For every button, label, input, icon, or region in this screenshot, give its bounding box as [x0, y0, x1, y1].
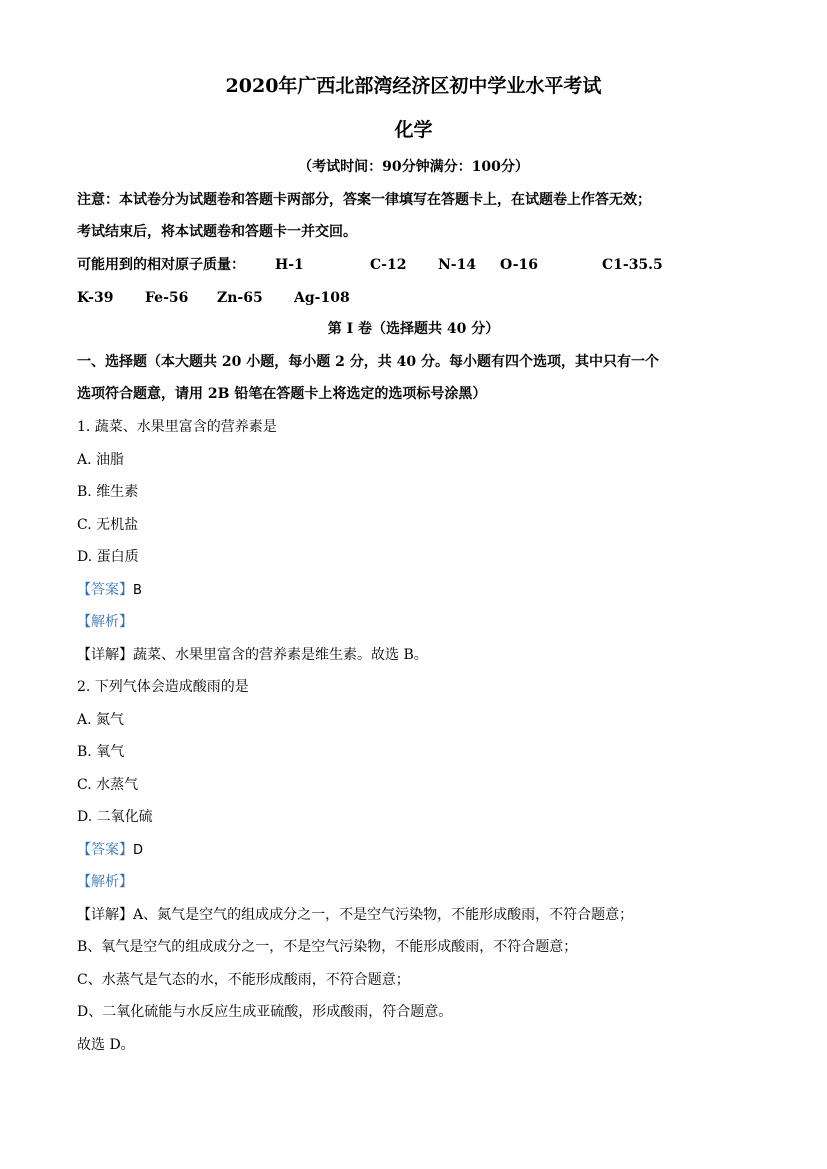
- answer-value: D: [133, 843, 144, 858]
- answer-value: B: [133, 583, 142, 598]
- atomic-mass-ag: Ag-108: [294, 290, 350, 306]
- question-1-option-a: A. 油脂: [77, 452, 125, 468]
- question-2-option-d: D. 二氧化硫: [77, 809, 153, 825]
- question-2-option-a: A. 氮气: [77, 712, 125, 728]
- exam-info: （考试时间：90分钟满分：100分）: [298, 159, 529, 175]
- atomic-mass-n: N-14: [438, 257, 477, 273]
- atomic-mass-h: H-1: [275, 257, 304, 273]
- page-title: 2020年广西北部湾经济区初中学业水平考试: [225, 75, 602, 97]
- question-2-detail-3: C、水蒸气是气态的水，不能形成酸雨，不符合题意；: [77, 972, 410, 988]
- question-2-analysis-tag: 【解析】: [77, 874, 133, 890]
- question-1-analysis-tag: 【解析】: [77, 614, 133, 630]
- question-2-option-c: C. 水蒸气: [77, 777, 139, 793]
- atomic-mass-o: O-16: [500, 257, 539, 273]
- subject-title: 化学: [394, 119, 433, 141]
- atomic-mass-k: K-39: [77, 290, 114, 306]
- atomic-mass-zn: Zn-65: [217, 290, 263, 306]
- question-1-stem: 1. 蔬菜、水果里富含的营养素是: [77, 419, 277, 435]
- question-1-option-b: B. 维生素: [77, 484, 139, 500]
- notice-line-1: 注意：本试卷分为试题卷和答题卡两部分，答案一律填写在答题卡上，在试题卷上作答无效；: [77, 192, 651, 208]
- section-title: 第 I 卷（选择题共 40 分）: [327, 321, 500, 337]
- question-2-detail-5: 故选 D。: [77, 1037, 135, 1053]
- atomic-mass-label: 可能用到的相对原子质量：: [77, 257, 245, 273]
- question-2-answer: [77, 841, 143, 860]
- question-2-detail-1: 【详解】A、氮气是空气的组成成分之一，不是空气污染物，不能形成酸雨，不符合题意；: [77, 907, 634, 923]
- question-2-detail-2: B、氧气是空气的组成成分之一，不是空气污染物，不能形成酸雨，不符合题意；: [77, 939, 578, 955]
- notice-line-2: 考试结束后，将本试题卷和答题卡一并交回。: [77, 224, 357, 240]
- question-1-option-d: D. 蛋白质: [77, 549, 139, 565]
- question-2-detail-4: D、二氧化硫能与水反应生成亚硫酸，形成酸雨，符合题意。: [77, 1004, 453, 1020]
- atomic-mass-cl: C1-35.5: [602, 257, 663, 273]
- atomic-mass-fe: Fe-56: [145, 290, 189, 306]
- question-2-stem: 2. 下列气体会造成酸雨的是: [77, 679, 249, 695]
- section-instructions-line-2: 选项符合题意，请用 2B 铅笔在答题卡上将选定的选项标号涂黑）: [77, 386, 487, 402]
- section-instructions-line-1: 一、选择题（本大题共 20 小题，每小题 2 分，共 40 分。每小题有四个选项，其中只有一个: [77, 354, 659, 370]
- question-1-answer: [77, 581, 142, 600]
- answer-tag: 【答案】: [77, 842, 133, 858]
- question-2-option-b: B. 氧气: [77, 744, 125, 760]
- question-1-option-c: C. 无机盐: [77, 517, 139, 533]
- question-1-detail-1: 【详解】蔬菜、水果里富含的营养素是维生素。故选 B。: [77, 647, 428, 663]
- atomic-mass-c: C-12: [370, 257, 407, 273]
- answer-tag: 【答案】: [77, 582, 133, 598]
